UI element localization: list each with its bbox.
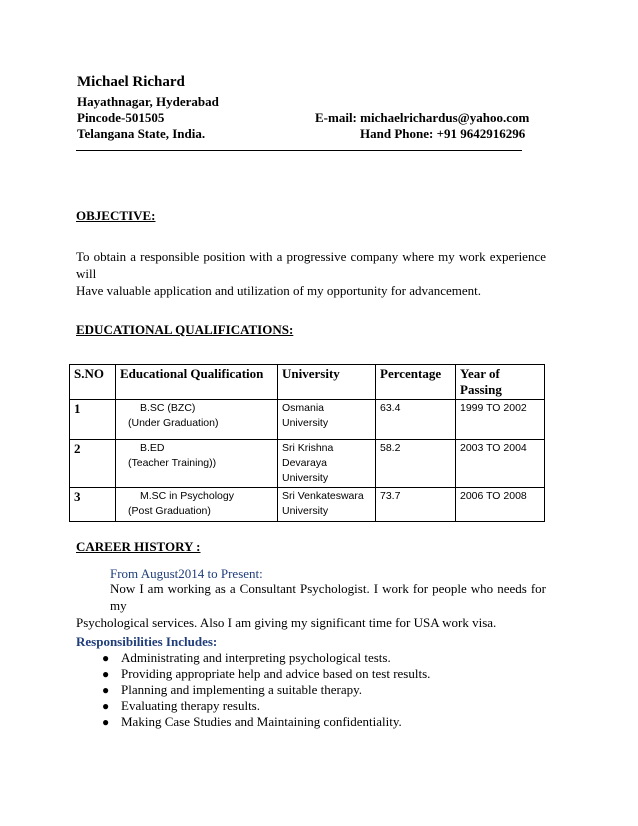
responsibility-text: Providing appropriate help and advice based on test results. — [121, 666, 431, 681]
cell-qualification — [116, 400, 278, 440]
objective-text — [76, 248, 546, 299]
table-row — [70, 400, 545, 440]
university-line-2: University — [282, 417, 329, 429]
objective-heading: OBJECTIVE: — [76, 208, 156, 223]
qualification-line-2: (Under Graduation) — [128, 417, 219, 429]
qualification-line-1: B.SC (BZC) — [140, 402, 196, 414]
responsibility-text: Administrating and interpreting psychological tests. — [121, 650, 391, 665]
cell-percentage: 63.4 — [376, 400, 456, 440]
responsibilities-heading: Responsibilities Includes: — [76, 634, 218, 649]
career-heading: CAREER HISTORY : — [76, 539, 201, 554]
phone-text: Hand Phone: +91 9642916296 — [360, 126, 526, 141]
table-row — [70, 488, 545, 522]
address-line-3: Telangana State, India. — [77, 126, 206, 141]
qualification-line-1: M.SC in Psychology — [140, 490, 234, 502]
email-text: E-mail: michaelrichardus@yahoo.com — [315, 110, 530, 125]
cell-sno: 3 — [70, 488, 116, 522]
education-heading: EDUCATIONAL QUALIFICATIONS: — [76, 322, 294, 337]
education-table — [69, 364, 545, 522]
cell-university — [278, 488, 376, 522]
col-header-university: University — [278, 365, 376, 400]
address-line-1: Hayathnagar, Hyderabad — [77, 94, 219, 109]
career-text — [76, 580, 546, 631]
col-header-year: Year of Passing — [456, 365, 545, 400]
list-item — [76, 698, 546, 714]
university-line-2: University — [282, 505, 329, 517]
cell-year: 2003 TO 2004 — [456, 440, 545, 488]
list-item — [76, 714, 546, 730]
cell-university — [278, 440, 376, 488]
list-item — [76, 666, 546, 682]
cell-year: 2006 TO 2008 — [456, 488, 545, 522]
col-header-sno: S.NO — [70, 365, 116, 400]
address-line-2: Pincode-501505 — [77, 110, 165, 125]
candidate-name: Michael Richard — [77, 74, 185, 90]
list-item — [76, 650, 546, 666]
university-line-3: University — [282, 472, 329, 484]
list-item — [76, 682, 546, 698]
qualification-line-2: (Post Graduation) — [128, 505, 211, 517]
qualification-line-2: (Teacher Training)) — [128, 457, 217, 469]
career-period: From August2014 to Present: — [110, 566, 263, 581]
col-header-qualification: Educational Qualification — [116, 365, 278, 400]
career-line-2: Psychological services. Also I am giving my significant time for USA work visa. — [76, 615, 497, 630]
university-line-1: Osmania — [282, 402, 325, 414]
university-line-2: Devaraya — [282, 457, 327, 469]
header-divider — [76, 150, 522, 151]
cell-percentage: 58.2 — [376, 440, 456, 488]
objective-line-1: To obtain a responsible position with a progressive company where my work experience will — [76, 249, 546, 281]
responsibility-text: Making Case Studies and Maintaining confidentiality. — [121, 714, 402, 729]
table-row — [70, 440, 545, 488]
responsibilities-list — [76, 650, 546, 730]
cell-qualification — [116, 488, 278, 522]
cell-sno: 1 — [70, 400, 116, 440]
bullet-icon: ● — [102, 651, 110, 665]
bullet-icon: ● — [102, 715, 110, 729]
objective-line-2: Have valuable application and utilization of my opportunity for advancement. — [76, 283, 482, 298]
bullet-icon: ● — [102, 683, 110, 697]
responsibility-text: Evaluating therapy results. — [121, 698, 260, 713]
career-line-1: Now I am working as a Consultant Psychologist. I work for people who needs for my — [110, 581, 546, 613]
cell-qualification — [116, 440, 278, 488]
col-header-percentage: Percentage — [376, 365, 456, 400]
university-line-1: Sri Venkateswara — [282, 490, 364, 502]
cell-year: 1999 TO 2002 — [456, 400, 545, 440]
bullet-icon: ● — [102, 699, 110, 713]
responsibility-text: Planning and implementing a suitable therapy. — [121, 682, 363, 697]
cell-university — [278, 400, 376, 440]
table-header-row — [70, 365, 545, 400]
cell-percentage: 73.7 — [376, 488, 456, 522]
qualification-line-1: B.ED — [140, 442, 165, 454]
university-line-1: Sri Krishna — [282, 442, 334, 454]
bullet-icon: ● — [102, 667, 110, 681]
cell-sno: 2 — [70, 440, 116, 488]
